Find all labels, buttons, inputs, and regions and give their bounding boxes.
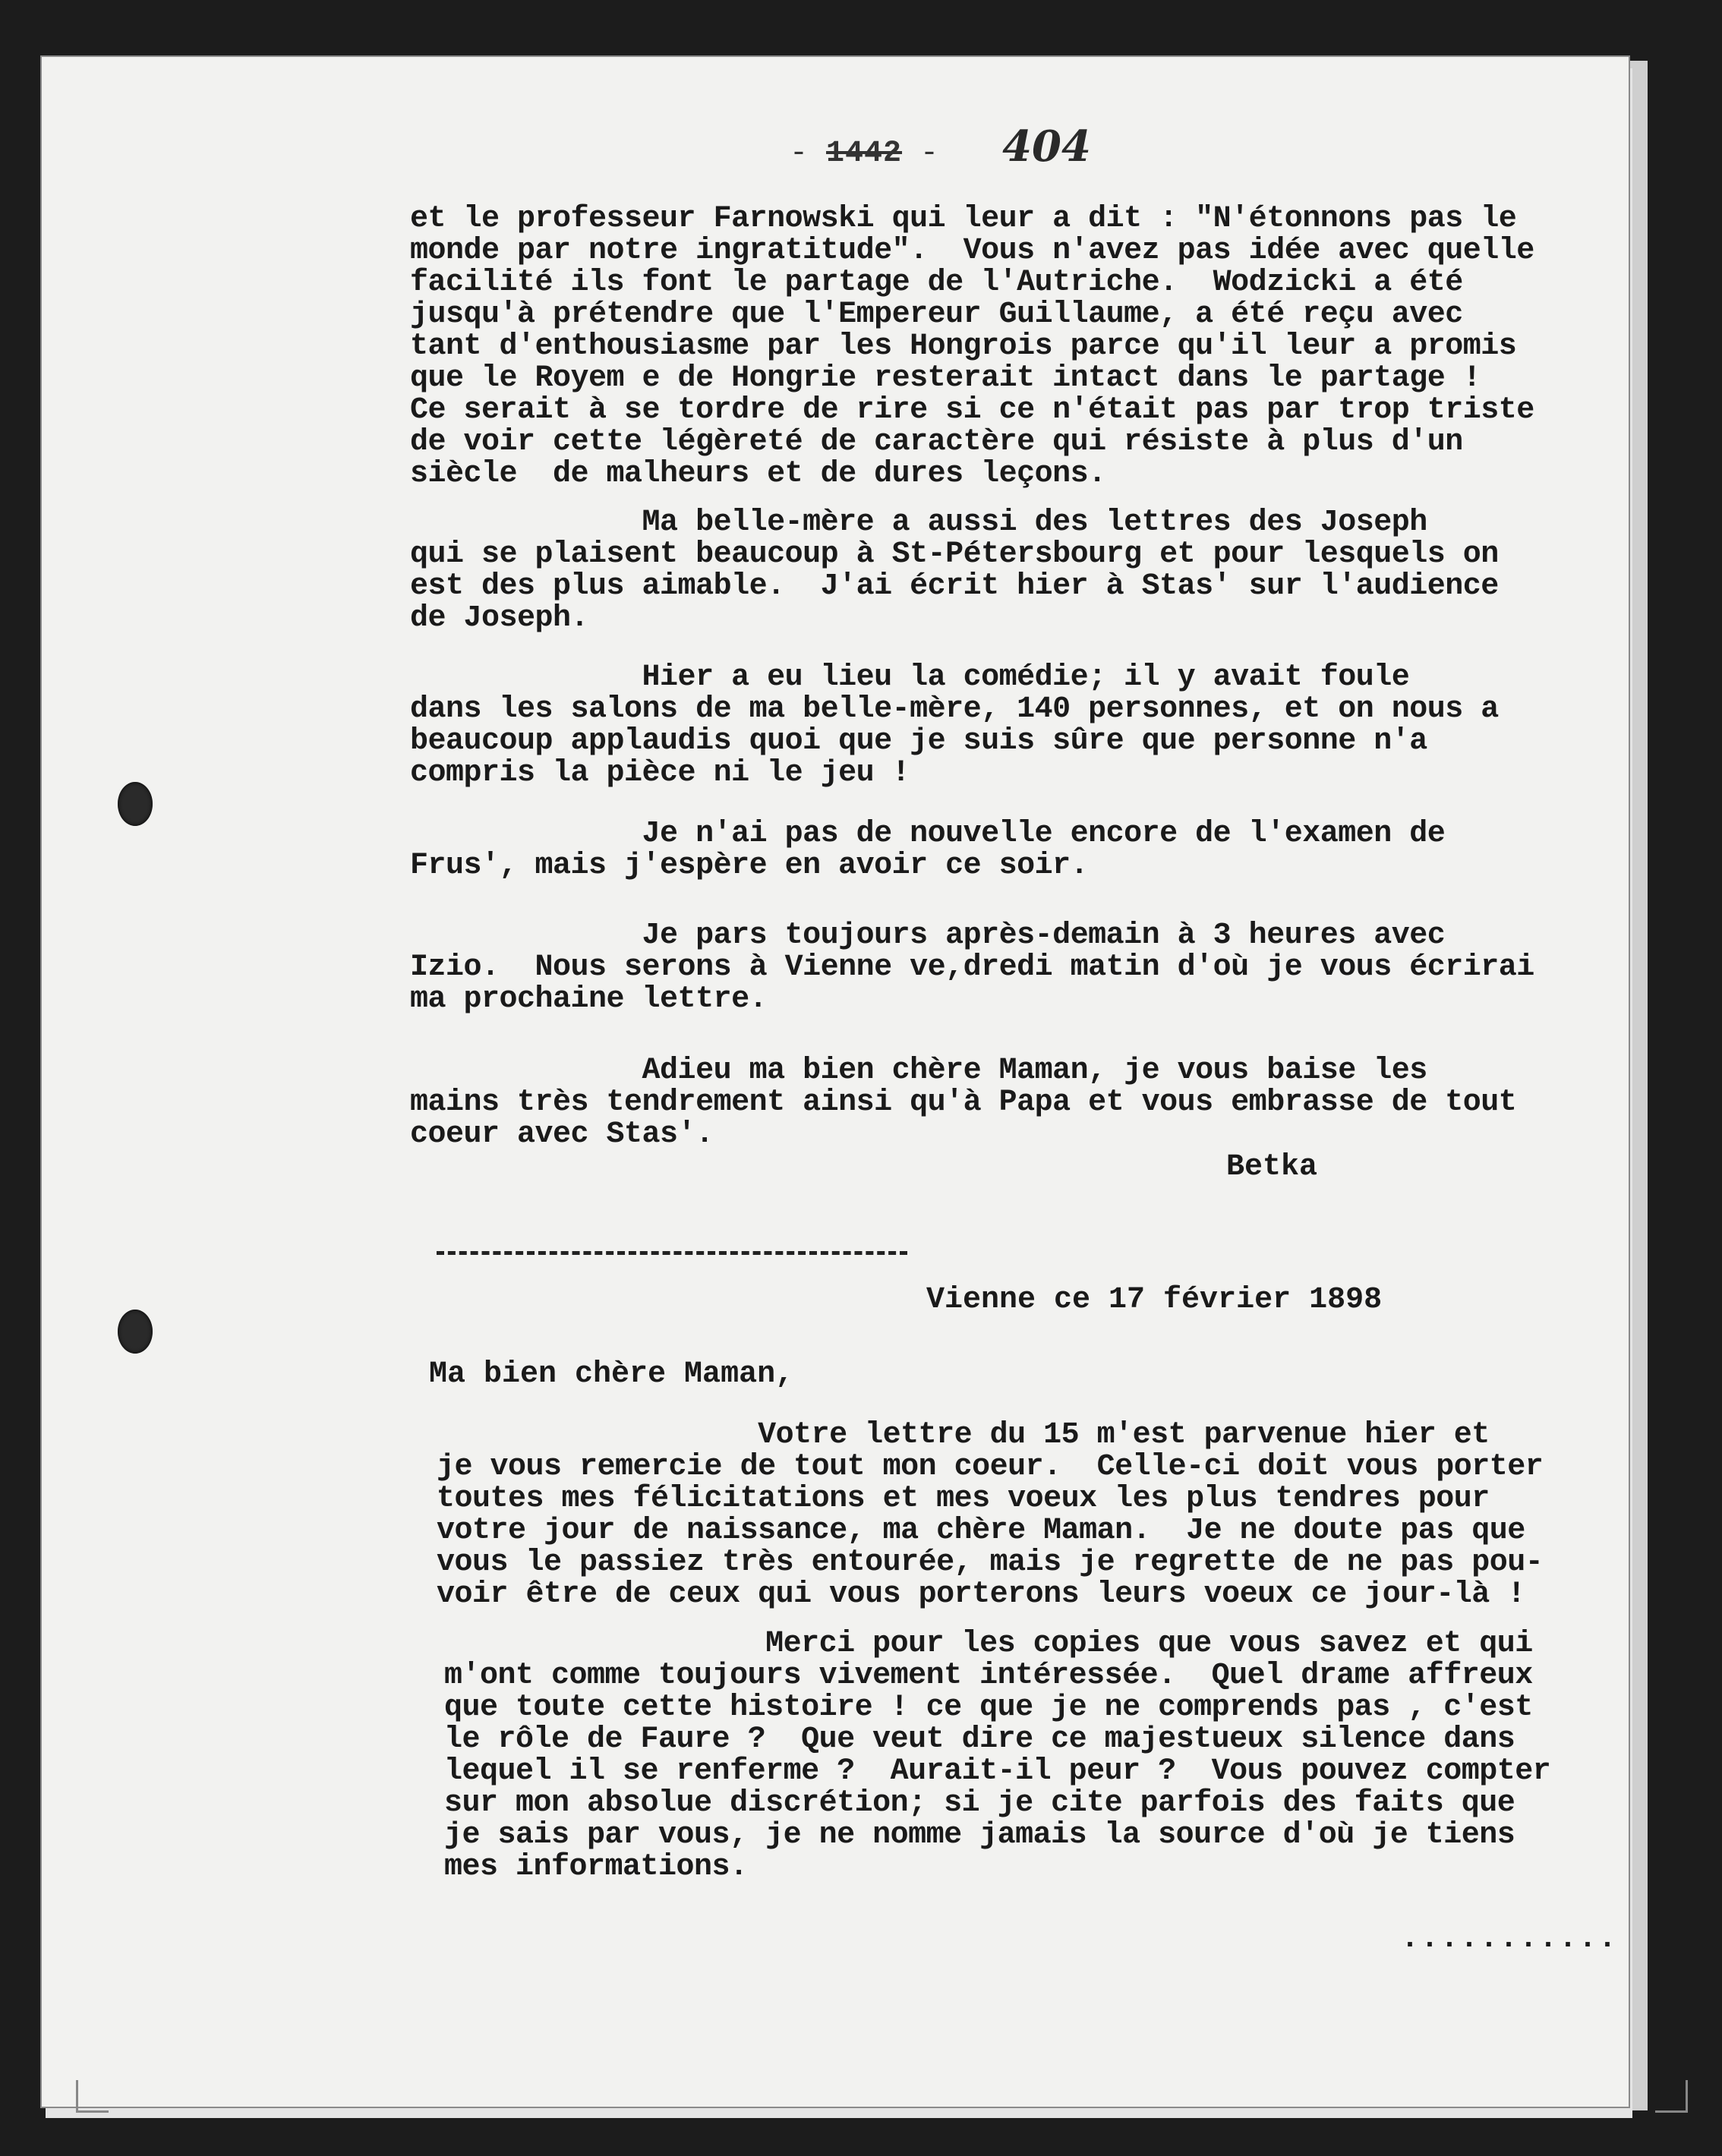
text-line: Adieu ma bien chère Maman, je vous baise les — [410, 1054, 1427, 1088]
text-line: Merci pour les copies que vous savez et qui — [444, 1627, 1533, 1661]
text-line: Ma belle-mère a aussi des lettres des Joseph — [410, 506, 1427, 540]
crop-mark — [76, 2080, 109, 2113]
punch-hole — [118, 782, 153, 826]
text-line: vous le passiez très entourée, mais je regrette de ne pas pou- — [437, 1546, 1544, 1580]
text-line: toutes mes félicitations et mes voeux les plus tendres pour — [437, 1482, 1490, 1516]
page-number: - 1442 - 404 — [790, 121, 1091, 172]
paragraph-5 — [410, 920, 1640, 1016]
text-line: Votre lettre du 15 m'est parvenue hier et — [437, 1418, 1490, 1452]
text-line: que le Royem e de Hongrie resterait intact dans le partage ! — [410, 361, 1481, 396]
text-line: Frus', mais j'espère en avoir ce soir. — [410, 849, 1089, 883]
continuation-dots: ........... — [1401, 1922, 1619, 1956]
signature: Betka — [1226, 1150, 1318, 1184]
paragraph-1 — [410, 203, 1640, 490]
text-line: compris la pièce ni le jeu ! — [410, 756, 910, 790]
text-line: tant d'enthousiasme par les Hongrois parce qu'il leur a promis — [410, 329, 1517, 364]
paragraph-4 — [410, 818, 1640, 882]
text-line: votre jour de naissance, ma chère Maman. Je ne doute pas que — [437, 1514, 1525, 1548]
text-line: et le professeur Farnowski qui leur a dit : "N'étonnons pas le — [410, 202, 1517, 236]
text-line: Izio. Nous serons à Vienne ve,dredi matin d'où je vous écrirai — [410, 950, 1534, 985]
text-line: jusqu'à prétendre que l'Empereur Guillaume, a été reçu avec — [410, 298, 1463, 332]
text-line: sur mon absolue discrétion; si je cite parfois des faits que — [444, 1786, 1515, 1820]
text-line: Je pars toujours après-demain à 3 heures avec — [410, 919, 1446, 953]
text-line: monde par notre ingratitude". Vous n'avez pas idée avec quelle — [410, 234, 1534, 268]
text-line: je vous remercie de tout mon coeur. Celle-ci doit vous porter — [437, 1450, 1544, 1484]
letter-separator — [437, 1251, 907, 1255]
text-line: de voir cette légèreté de caractère qui résiste à plus d'un — [410, 425, 1463, 459]
text-line: je sais par vous, je ne nomme jamais la source d'où je tiens — [444, 1818, 1515, 1852]
text-line: lequel il se renferme ? Aurait-il peur ? Vous pouvez compter — [444, 1754, 1551, 1789]
text-line: Ce serait à se tordre de rire si ce n'était pas par trop triste — [410, 393, 1534, 427]
text-line: Je n'ai pas de nouvelle encore de l'examen de — [410, 817, 1446, 851]
text-line: ma prochaine lettre. — [410, 982, 768, 1017]
text-line: siècle de malheurs et de dures leçons. — [410, 457, 1106, 491]
text-line: mains très tendrement ainsi qu'à Papa et vous embrasse de tout — [410, 1086, 1517, 1120]
paragraph-8 — [444, 1628, 1674, 1883]
punch-hole — [118, 1310, 153, 1354]
text-line: de Joseph. — [410, 601, 589, 635]
text-line: facilité ils font le partage de l'Autriche. Wodzicki a été — [410, 266, 1463, 300]
handwritten-page-number: 404 — [1002, 121, 1091, 172]
text-line: est des plus aimable. J'ai écrit hier à Stas' sur l'audience — [410, 569, 1499, 604]
text-line: que toute cette histoire ! ce que je ne comprends pas , c'est — [444, 1691, 1533, 1725]
letter-date: Vienne ce 17 février 1898 — [926, 1283, 1383, 1317]
paragraph-2 — [410, 507, 1640, 635]
text-line: qui se plaisent beaucoup à St-Pétersbourg et pour lesquels on — [410, 537, 1499, 572]
text-line: voir être de ceux qui vous porterons leurs voeux ce jour-là ! — [437, 1578, 1525, 1612]
text-line: m'ont comme toujours vivement intéressée. Quel drame affreux — [444, 1659, 1533, 1693]
text-line: le rôle de Faure ? Que veut dire ce majestueux silence dans — [444, 1723, 1515, 1757]
struck-page-number: 1442 — [826, 137, 903, 171]
text-line: dans les salons de ma belle-mère, 140 personnes, et on nous a — [410, 692, 1499, 727]
paragraph-3 — [410, 662, 1640, 790]
text-line: Hier a eu lieu la comédie; il y avait foule — [410, 660, 1410, 695]
paragraph-6 — [410, 1055, 1640, 1151]
text-line: beaucoup applaudis quoi que je suis sûre que personne n'a — [410, 724, 1427, 758]
text-line: mes informations. — [444, 1850, 748, 1884]
salutation: Ma bien chère Maman, — [429, 1357, 794, 1392]
text-line: coeur avec Stas'. — [410, 1117, 714, 1152]
paragraph-7 — [437, 1420, 1667, 1611]
crop-mark — [1655, 2080, 1688, 2113]
